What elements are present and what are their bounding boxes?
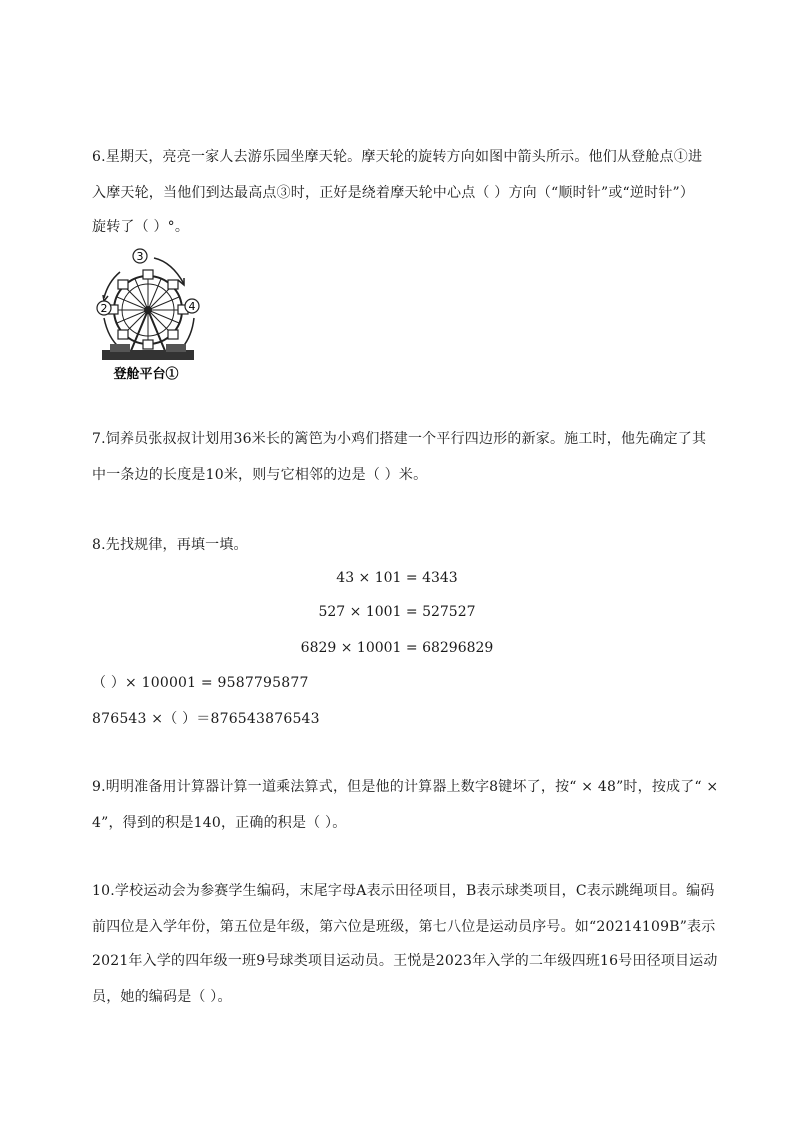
q7-line-2: 中一条边的长度是10米，则与它相邻的边是（ ）米。	[92, 467, 428, 483]
q8-equation-2: 527 × 1001 = 527527	[318, 604, 476, 620]
ferris-wheel-illustration	[96, 246, 204, 386]
q10-line-2: 前四位是入学年份，第五位是年级，第六位是班级，第七八位是运动员序号。如“20214109B”表示	[92, 919, 716, 935]
marker-3-label: 3	[136, 250, 144, 263]
arrow-bottom-right	[182, 318, 194, 348]
q8-equation-1: 43 × 101 = 4343	[336, 570, 458, 586]
q10-line-3: 2021年入学的四年级一班9号球类项目运动员。王悦是2023年入学的二年级四班16号田径项目运动	[92, 953, 718, 969]
q10-line-4: 员，她的编码是（ ）。	[92, 989, 232, 1005]
figure-caption: 登舱平台①	[113, 367, 179, 382]
q10-line-1: 10.学校运动会为参赛学生编码，末尾字母A表示田径项目，B表示球类项目，C表示跳绳项目。编码	[92, 883, 715, 899]
q9-line-2: 4”，得到的积是140，正确的积是（ ）。	[92, 815, 347, 831]
q7-line-1: 7.饲养员张叔叔计划用36米长的篱笆为小鸡们搭建一个平行四边形的新家。施工时，他先确定了其	[92, 431, 707, 447]
q6-line-2: 入摩天轮，当他们到达最高点③时，正好是绕着摩天轮中心点（ ）方向（“顺时针”或“逆时针”）	[92, 185, 695, 201]
q6-line-3: 旋转了（ ）°。	[92, 219, 190, 235]
marker-2-label: 2	[100, 302, 108, 315]
q8-title: 8.先找规律，再填一填。	[92, 537, 248, 553]
ferris-wheel-figure	[96, 246, 204, 386]
arrow-head-left	[103, 295, 108, 301]
q8-blank-1: （ ）× 100001 = 9587795877	[92, 675, 309, 691]
q8-equation-3: 6829 × 10001 = 68296829	[300, 640, 494, 656]
q6-line-1: 6.星期天，亮亮一家人去游乐园坐摩天轮。摩天轮的旋转方向如图中箭头所示。他们从登舱点①进	[92, 149, 703, 165]
q8-blank-2: 876543 ×（ ）＝876543876543	[92, 711, 320, 727]
q9-line-1: 9.明明准备用计算器计算一道乘法算式，但是他的计算器上数字8键坏了，按“ × 48”时，按成了“ ×	[92, 779, 719, 795]
marker-4-label: 4	[188, 300, 196, 313]
